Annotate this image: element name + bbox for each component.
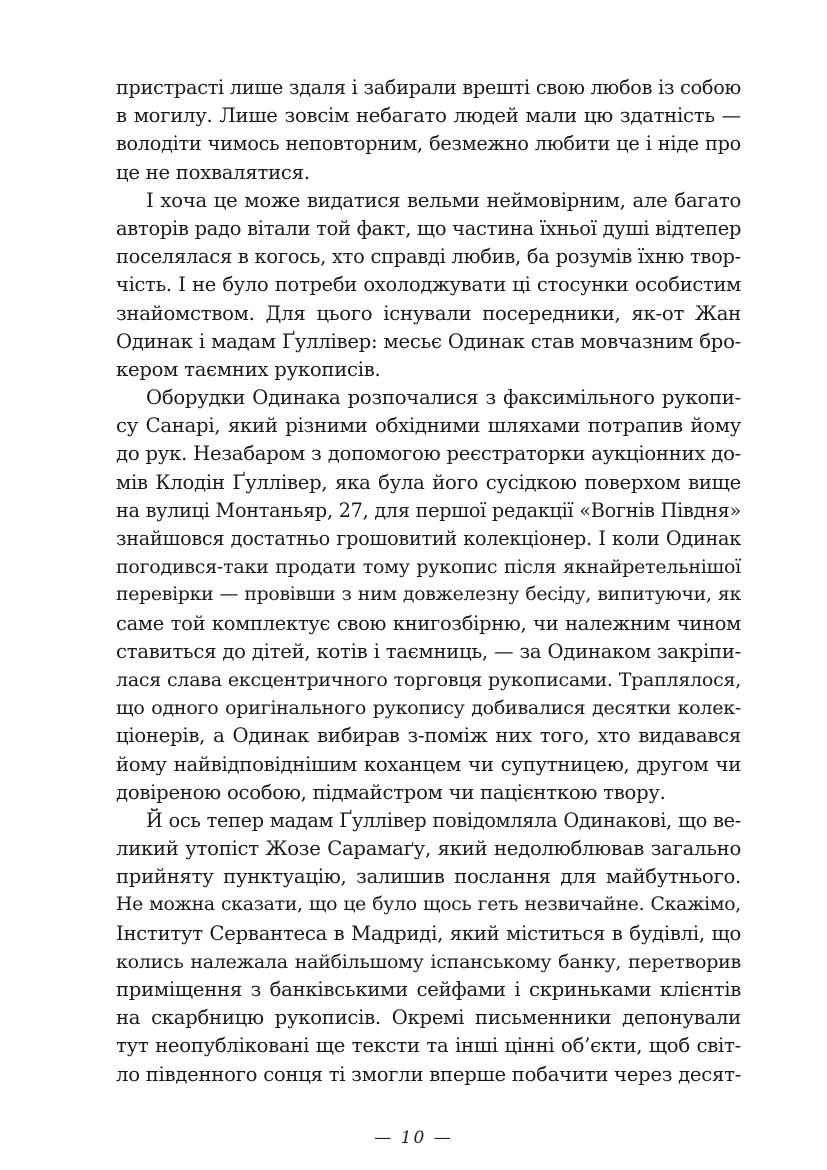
page-number: — 10 — <box>374 1128 453 1148</box>
paragraph <box>116 187 741 384</box>
text-line: колись належала найбільшому іспанському банку, перетворив <box>116 950 741 973</box>
text-line: авторів радо вітали той факт, що частина їхньої душі відтепер <box>116 216 742 240</box>
text-line: що одного оригінального рукопису добивалися десятки колек- <box>116 697 741 720</box>
text-line: в могилу. Лише зовсім небагато людей мали цю здатність — <box>116 104 741 128</box>
text-line: на скарбницю рукописів. Окремі письменники депонували <box>116 1006 741 1030</box>
text-line: чість. І не було потреби охолоджувати ці стосунки особистим <box>116 273 741 297</box>
text-line: ставиться до дітей, котів і таємниць, — за Одинаком закріпи- <box>116 639 741 663</box>
text-line: Одинак і мадам Ґуллівер: месьє Одинак став мовчазним бро- <box>116 329 741 353</box>
text-line: мів Клодін Ґуллівер, яка була його сусідкою поверхом вище <box>116 470 741 494</box>
text-line: Оборудки Одинака розпочалися з факсимільного рукопи- <box>146 386 741 410</box>
page-body <box>116 74 741 1089</box>
paragraph <box>116 807 741 1089</box>
text-line: ло південного сонця ті змогли вперше побачити через десят- <box>116 1062 742 1086</box>
text-line: це не похвалятися. <box>116 160 310 184</box>
text-line: Не можна сказати, що це було щось геть незвичайне. Скажімо, <box>116 894 741 916</box>
text-line: йому найвідповіднішим коханцем чи супутницею, другом чи <box>116 752 741 776</box>
text-line: володіти чимось неповторним, безмежно любити це і ніде про <box>116 132 741 156</box>
text-line: пристрасті лише здаля і забирали врешті свою любов із собою <box>116 76 741 99</box>
text-line: на вулиці Монтаньяр, 27, для першої редакції «Вогнів Півдня» <box>116 498 741 522</box>
text-line: саме той комплектує свою книгозбірню, чи належним чином <box>116 611 741 635</box>
text-line: лася слава ексцентричного торговця рукописами. Траплялося, <box>116 668 741 691</box>
text-line: кером таємних рукописів. <box>116 357 381 381</box>
text-line: приміщення з банківськими сейфами і скриньками клієнтів <box>116 978 741 1001</box>
text-line: ціонерів, а Одинак вибирав з-поміж них того, хто видавався <box>116 724 741 748</box>
text-line: тут неопубліковані ще тексти та інші цінні об’єкти, щоб світ- <box>116 1034 741 1058</box>
text-line: погодився-таки продати тому рукопис після якнайретельнішої <box>116 556 741 579</box>
text-line: І хоча це може видатися вельми неймовірним, але багато <box>146 188 741 212</box>
text-line: Й ось тепер мадам Ґуллівер повідомляла Одинакові, що ве- <box>146 808 741 832</box>
text-line: до рук. Незабаром з допомогою реєстраторки аукціонних до- <box>116 442 741 466</box>
text-line: су Санарі, який різними обхідними шляхами потрапив йому <box>116 414 741 438</box>
text-line: знайшовся достатньо грошовитий колекціонер. І коли Одинак <box>116 527 741 550</box>
text-line: ликий утопіст Жозе Сарамаґу, який недолюблював загально <box>116 837 741 861</box>
text-line: перевірки — провівши з ним довжелезну бесіду, випитуючи, як <box>116 584 741 606</box>
paragraph <box>116 384 741 807</box>
text-line: довіреною особою, підмайстром чи пацієнткою твору. <box>116 780 666 804</box>
text-line: прийняту пунктуацію, залишив послання для майбутнього. <box>116 865 741 889</box>
text-line: поселялася в когось, хто справді любив, ба розумів їхню твор- <box>116 245 741 269</box>
text-line: знайомством. Для цього існували посередники, як-от Жан <box>116 301 741 325</box>
paragraph <box>116 74 741 187</box>
text-line: Інститут Сервантеса в Мадриді, який міститься в будівлі, що <box>116 921 741 945</box>
